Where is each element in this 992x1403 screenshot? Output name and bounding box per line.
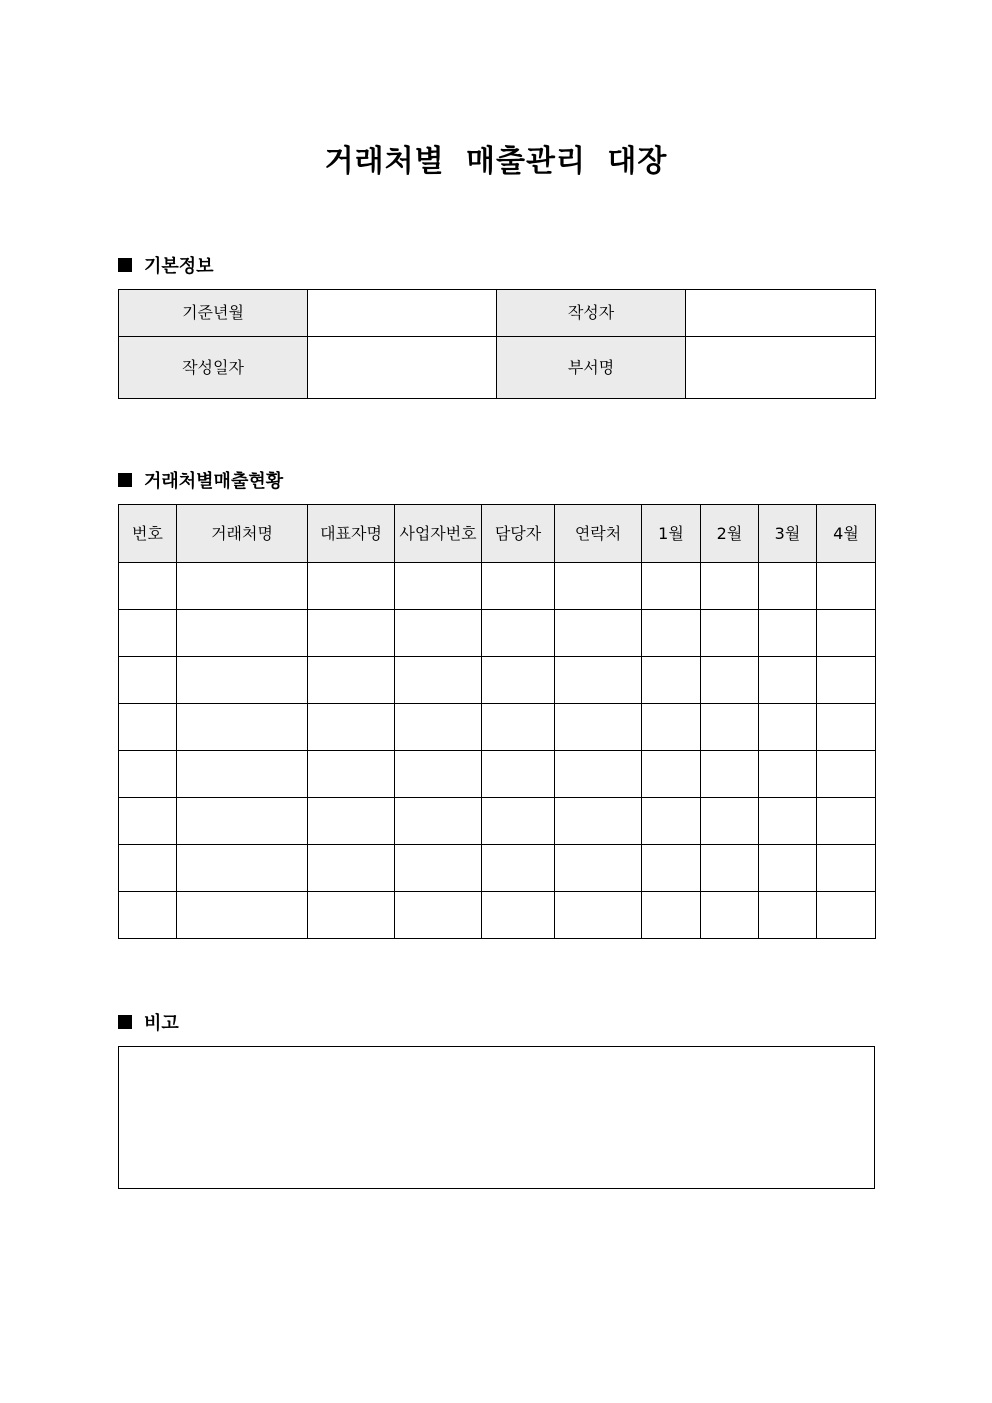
table-cell[interactable] <box>482 657 555 704</box>
table-row <box>119 563 876 610</box>
table-cell[interactable] <box>308 704 395 751</box>
reference-month-label: 기준년월 <box>119 290 308 337</box>
table-cell[interactable] <box>817 798 876 845</box>
basic-info-heading-label: 기본정보 <box>144 256 214 277</box>
column-header: 담당자 <box>482 505 555 563</box>
table-cell[interactable] <box>701 563 759 610</box>
table-cell[interactable] <box>759 892 817 939</box>
column-header: 연락처 <box>555 505 642 563</box>
table-cell[interactable] <box>555 704 642 751</box>
table-cell[interactable] <box>119 798 177 845</box>
table-cell[interactable] <box>395 798 482 845</box>
table-cell[interactable] <box>642 610 701 657</box>
info-row <box>119 337 876 399</box>
table-cell[interactable] <box>308 563 395 610</box>
sales-table-body <box>119 563 876 939</box>
column-header: 거래처명 <box>177 505 308 563</box>
table-cell[interactable] <box>308 892 395 939</box>
square-bullet-icon <box>118 258 132 272</box>
table-cell[interactable] <box>555 751 642 798</box>
table-cell[interactable] <box>701 798 759 845</box>
table-cell[interactable] <box>759 845 817 892</box>
table-cell[interactable] <box>817 610 876 657</box>
table-row <box>119 845 876 892</box>
table-cell[interactable] <box>642 704 701 751</box>
table-cell[interactable] <box>701 751 759 798</box>
table-cell[interactable] <box>119 751 177 798</box>
table-cell[interactable] <box>395 704 482 751</box>
column-header: 1월 <box>642 505 701 563</box>
remarks-heading <box>118 1010 179 1034</box>
table-cell[interactable] <box>119 610 177 657</box>
table-cell[interactable] <box>395 610 482 657</box>
table-cell[interactable] <box>177 845 308 892</box>
table-cell[interactable] <box>177 892 308 939</box>
table-cell[interactable] <box>701 892 759 939</box>
table-cell[interactable] <box>701 657 759 704</box>
table-cell[interactable] <box>308 798 395 845</box>
table-cell[interactable] <box>642 798 701 845</box>
table-row <box>119 751 876 798</box>
created-date-field[interactable] <box>308 337 497 399</box>
basic-info-heading <box>118 253 214 277</box>
table-row <box>119 704 876 751</box>
table-cell[interactable] <box>308 751 395 798</box>
department-field[interactable] <box>686 337 876 399</box>
table-cell[interactable] <box>642 563 701 610</box>
column-header: 2월 <box>701 505 759 563</box>
table-cell[interactable] <box>555 845 642 892</box>
table-cell[interactable] <box>759 657 817 704</box>
sales-heading-label: 거래처별매출현황 <box>144 471 284 492</box>
column-header: 3월 <box>759 505 817 563</box>
table-cell[interactable] <box>119 563 177 610</box>
table-cell[interactable] <box>395 563 482 610</box>
sales-header-row <box>119 505 876 563</box>
table-cell[interactable] <box>395 892 482 939</box>
table-cell[interactable] <box>119 657 177 704</box>
sales-heading <box>118 468 283 492</box>
table-cell[interactable] <box>177 798 308 845</box>
table-cell[interactable] <box>119 704 177 751</box>
table-cell[interactable] <box>817 657 876 704</box>
created-date-label: 작성일자 <box>119 337 308 399</box>
remarks-heading-label: 비고 <box>144 1013 179 1034</box>
square-bullet-icon <box>118 1015 132 1029</box>
table-cell[interactable] <box>177 563 308 610</box>
table-cell[interactable] <box>482 798 555 845</box>
department-label: 부서명 <box>497 337 686 399</box>
table-row <box>119 798 876 845</box>
table-cell[interactable] <box>308 657 395 704</box>
table-cell[interactable] <box>177 657 308 704</box>
reference-month-field[interactable] <box>308 290 497 337</box>
table-cell[interactable] <box>555 610 642 657</box>
table-cell[interactable] <box>817 845 876 892</box>
table-cell[interactable] <box>817 563 876 610</box>
table-row <box>119 610 876 657</box>
table-cell[interactable] <box>642 892 701 939</box>
info-row <box>119 290 876 337</box>
table-cell[interactable] <box>308 845 395 892</box>
table-cell[interactable] <box>701 704 759 751</box>
table-cell[interactable] <box>555 563 642 610</box>
table-cell[interactable] <box>817 704 876 751</box>
table-cell[interactable] <box>482 845 555 892</box>
column-header: 사업자번호 <box>395 505 482 563</box>
document-title: 거래처별 매출관리 대장 <box>324 144 668 179</box>
table-cell[interactable] <box>642 657 701 704</box>
table-cell[interactable] <box>642 751 701 798</box>
table-cell[interactable] <box>482 704 555 751</box>
table-cell[interactable] <box>759 563 817 610</box>
table-cell[interactable] <box>177 610 308 657</box>
table-cell[interactable] <box>555 798 642 845</box>
table-cell[interactable] <box>701 845 759 892</box>
table-cell[interactable] <box>759 798 817 845</box>
table-cell[interactable] <box>817 751 876 798</box>
table-cell[interactable] <box>482 892 555 939</box>
column-header: 대표자명 <box>308 505 395 563</box>
table-cell[interactable] <box>701 610 759 657</box>
table-cell[interactable] <box>395 657 482 704</box>
table-cell[interactable] <box>555 892 642 939</box>
table-cell[interactable] <box>119 892 177 939</box>
table-cell[interactable] <box>642 845 701 892</box>
table-cell[interactable] <box>759 704 817 751</box>
basic-info-table <box>118 289 876 399</box>
table-cell[interactable] <box>177 751 308 798</box>
table-cell[interactable] <box>177 704 308 751</box>
column-header: 4월 <box>817 505 876 563</box>
table-cell[interactable] <box>395 845 482 892</box>
table-cell[interactable] <box>482 563 555 610</box>
author-label: 작성자 <box>497 290 686 337</box>
sales-table <box>118 504 876 939</box>
table-cell[interactable] <box>482 610 555 657</box>
table-cell[interactable] <box>395 751 482 798</box>
table-row <box>119 892 876 939</box>
table-cell[interactable] <box>817 892 876 939</box>
author-field[interactable] <box>686 290 876 337</box>
table-cell[interactable] <box>119 845 177 892</box>
table-cell[interactable] <box>555 657 642 704</box>
table-cell[interactable] <box>308 610 395 657</box>
remarks-box[interactable] <box>118 1046 875 1189</box>
table-cell[interactable] <box>759 751 817 798</box>
square-bullet-icon <box>118 473 132 487</box>
table-cell[interactable] <box>482 751 555 798</box>
table-cell[interactable] <box>759 610 817 657</box>
column-header: 번호 <box>119 505 177 563</box>
table-row <box>119 657 876 704</box>
